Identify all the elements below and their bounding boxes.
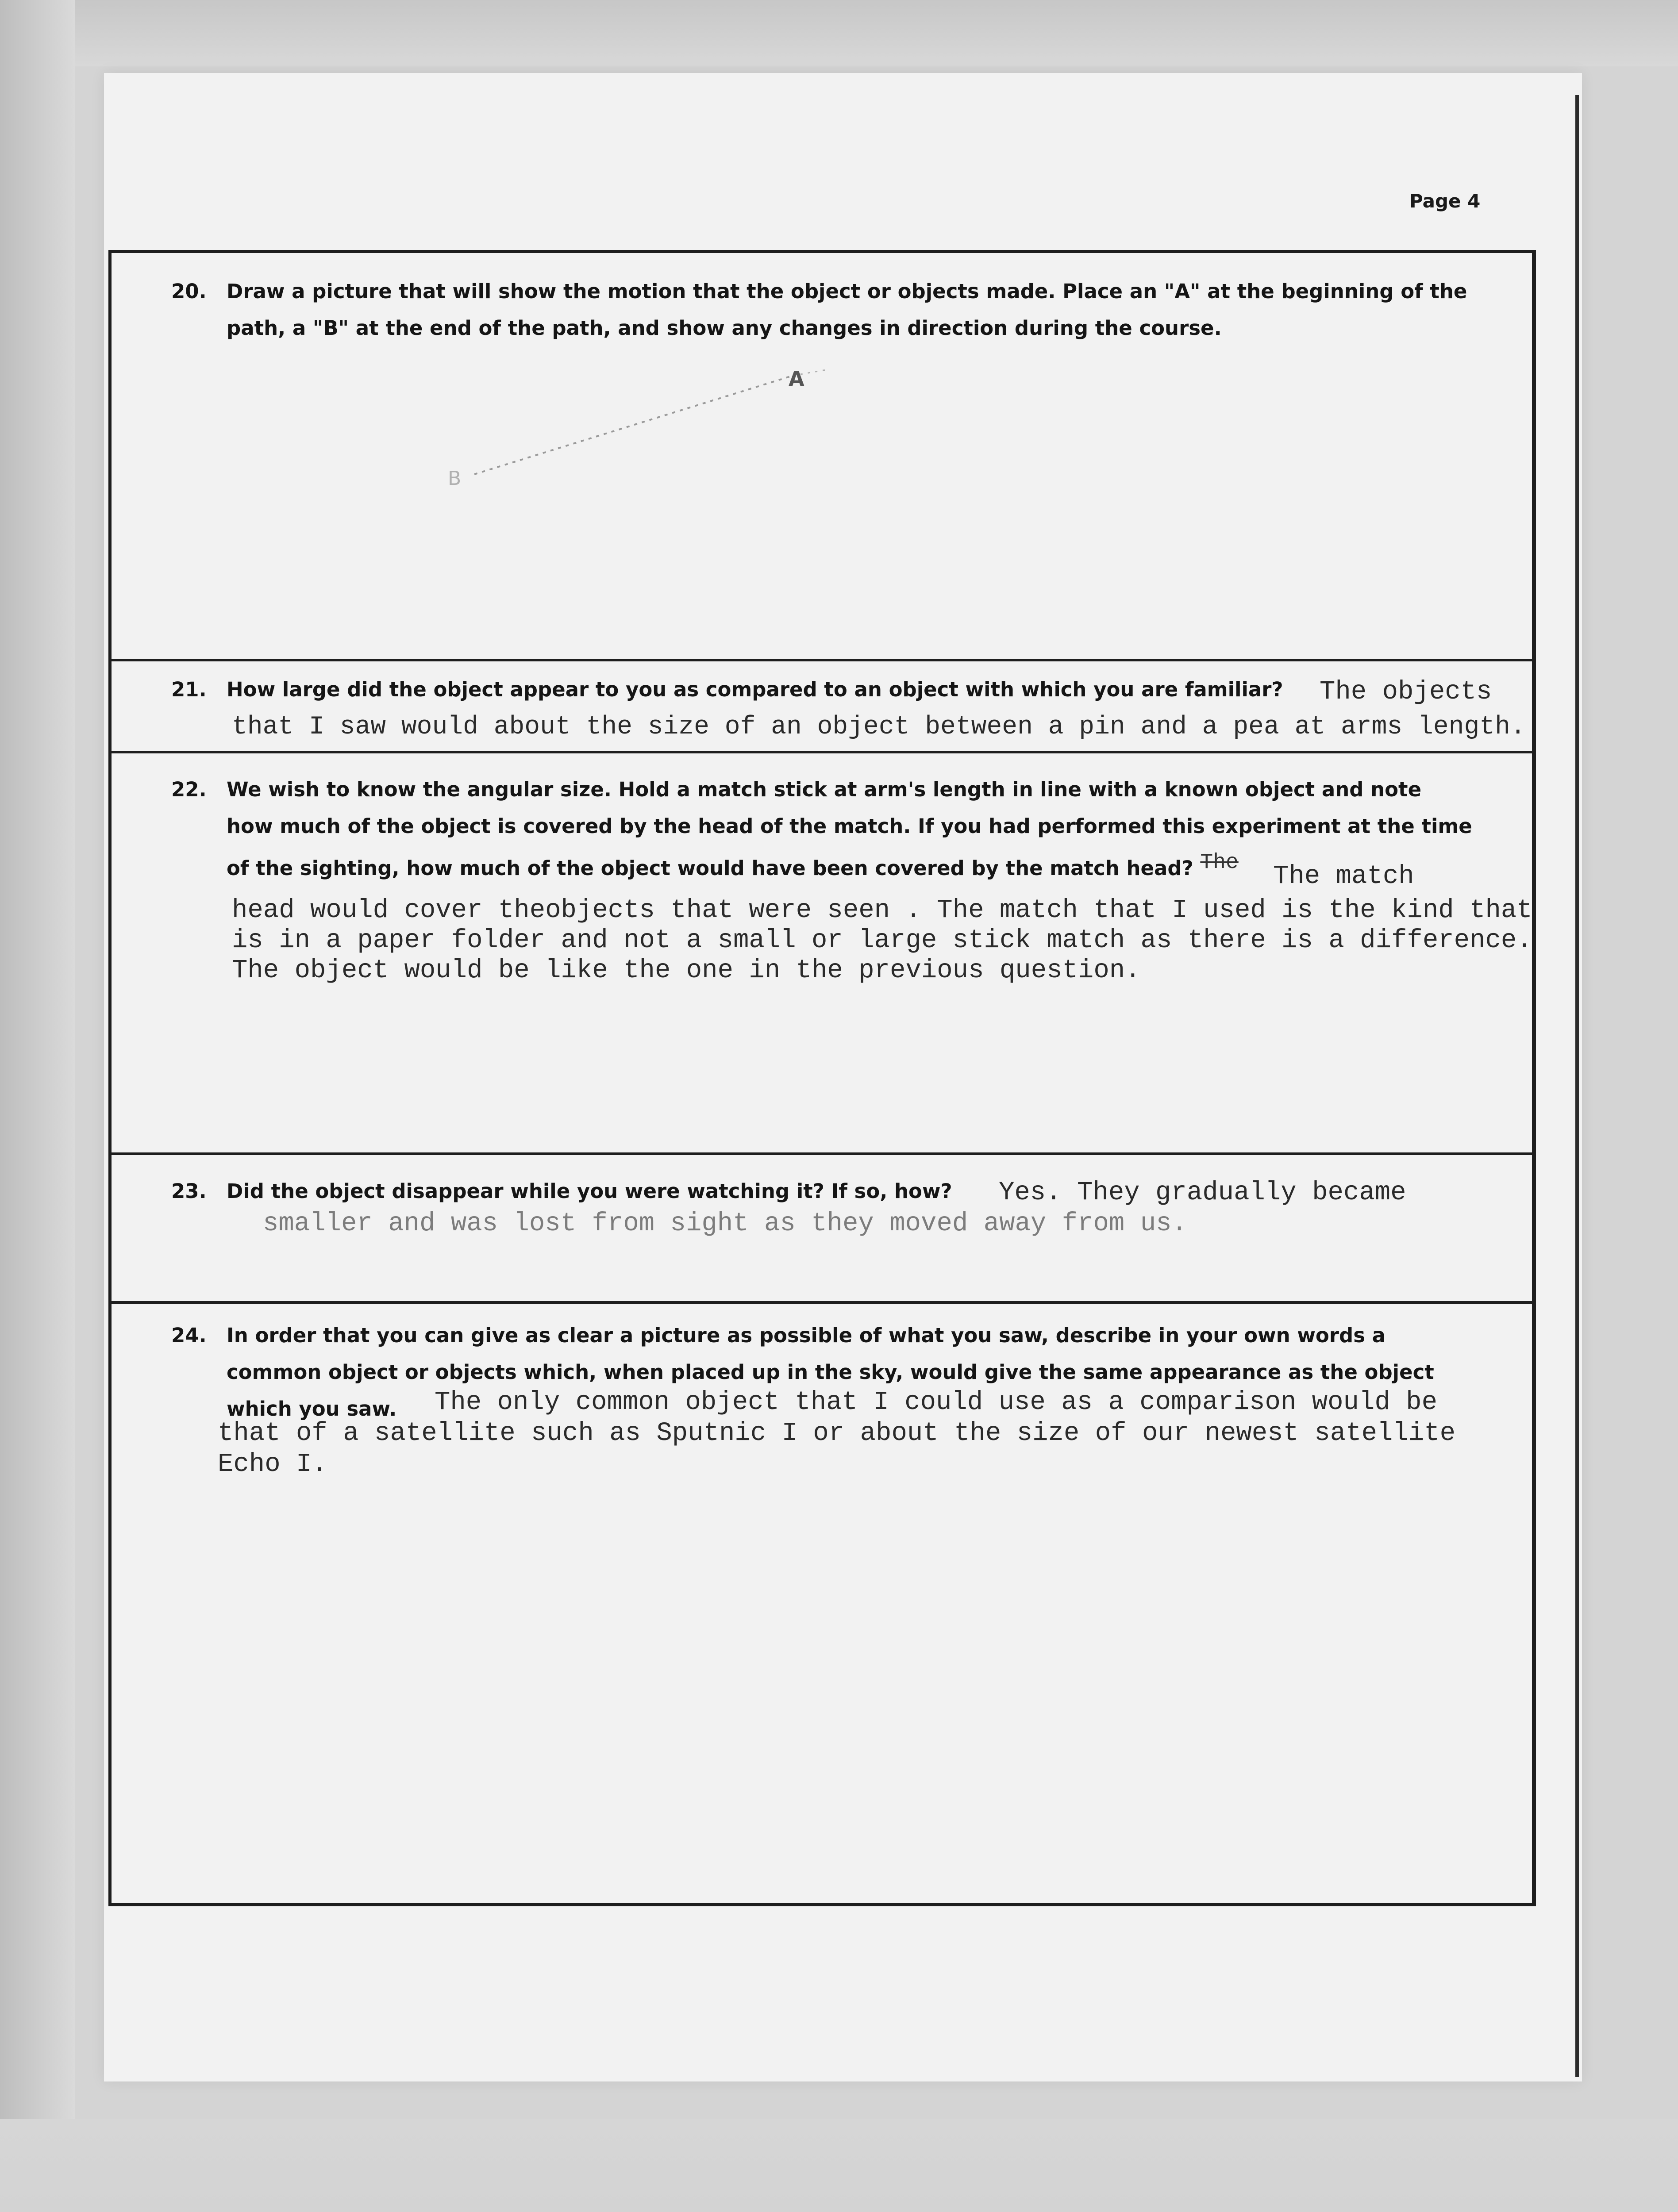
scan-edge-bottom [0,2119,1678,2212]
question-prompt-line-1: We wish to know the angular size. Hold a match stick at arm's length in line with a known object and note [227,778,1422,801]
question-23-section [112,1155,1532,1304]
question-prompt-line-3: which you saw. [227,1397,397,1421]
question-prompt: How large did the object appear to you as compared to an object with which you are familiar? [227,678,1283,701]
question-prompt-line-2: how much of the object is covered by the head of the match. If you had performed this experiment at the time [227,814,1472,838]
question-prompt-line-3: of the sighting, how much of the object would have been covered by the match head? $^{The}$ [227,851,1239,880]
answer-22-line-2: head would cover theobjects that were seen . The match that I used is the kind that [232,895,1532,925]
answer-21-line-2: that I saw would about the size of an object between a pin and a pea at arms length. [232,713,1526,741]
answer-24-line-2: that of a satellite such as Sputnic I or about the size of our newest satellite [218,1418,1456,1448]
question-number: 22. [171,778,207,801]
question-24-section [112,1304,1532,1903]
question-prompt-line-1: In order that you can give as clear a picture as possible of what you saw, describe in your own words a [227,1324,1386,1347]
question-prompt-line-2: common object or objects which, when placed up in the sky, would give the same appearance as the object [227,1360,1434,1384]
question-22-section [112,753,1532,1155]
question-number: 21. [171,678,207,701]
struck-word: The [1200,851,1239,875]
scan-edge-top [0,0,1678,66]
answer-23-line-2: smaller and was lost from sight as they moved away from us. [263,1209,1187,1238]
answer-22-line-4: The object would be like the one in the previous question. [232,956,1141,985]
question-21 [171,671,1499,708]
path-end-label: B [448,467,462,490]
page-number: Page 4 [1409,190,1481,212]
question-prompt: Did the object disappear while you were watching it? If so, how? [227,1179,952,1203]
motion-path-sketch [112,253,1532,659]
answer-24-line-1: The only common object that I could use as a comparison would be [435,1387,1437,1417]
question-20-section [112,253,1532,661]
path-start-label: A [789,367,804,391]
question-21-section [112,659,1532,753]
right-margin-rule [1575,95,1579,2077]
scan-edge-left [0,0,75,2212]
answer-22-line-3: is in a paper folder and not a small or large stick match as there is a difference. [232,926,1532,955]
question-prompt: Draw a picture that will show the motion that the object or objects made. Place an "A" at the beginning of the path, a "B" at the end of the path, and show any changes in direction during the course. [227,280,1467,340]
answer-22-line-1: The match [1273,861,1414,891]
question-number: 20. [171,280,207,303]
answer-21-line-1: The objects [1320,677,1492,707]
answer-24-line-3: Echo I. [218,1449,327,1479]
questionnaire-form [108,250,1536,1906]
answer-23-line-1: Yes. They gradually became [999,1178,1406,1207]
question-number: 23. [171,1179,207,1203]
question-number: 24. [171,1324,207,1347]
